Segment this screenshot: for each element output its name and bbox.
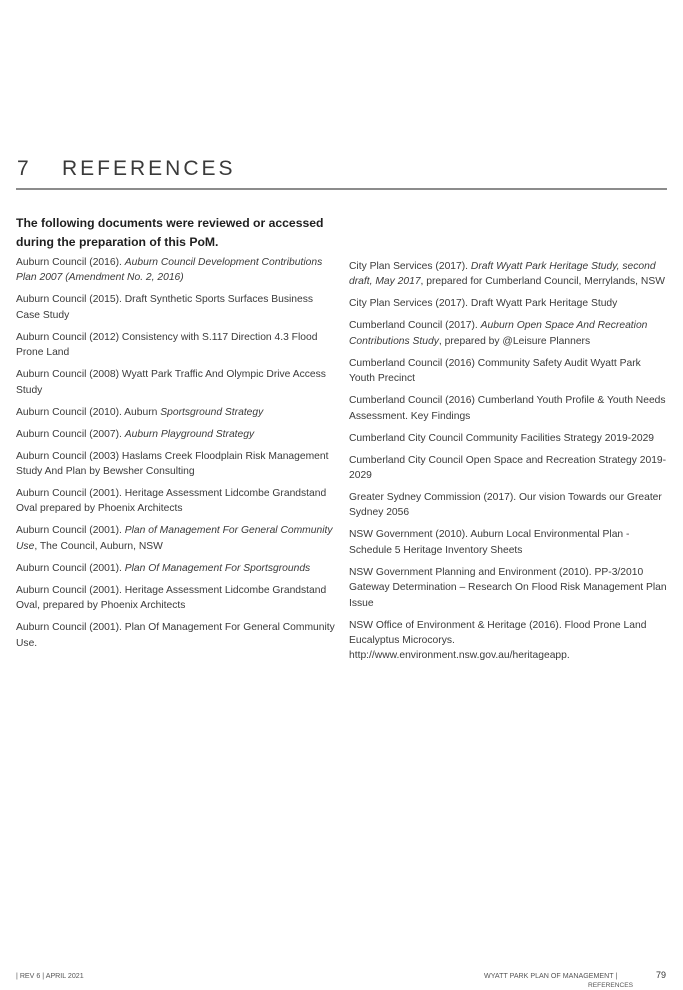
- reference-pre: NSW Office of Environment & Heritage (2016). Flood Prone Land Eucalyptus Microcorys. http://www.environment.nsw.gov.au/heritageapp.: [349, 619, 647, 662]
- reference-item: [16, 292, 336, 323]
- reference-pre: City Plan Services (2017).: [349, 261, 471, 272]
- reference-item: [349, 527, 669, 558]
- reference-item: [16, 561, 336, 576]
- reference-item: [16, 583, 336, 614]
- reference-em: Auburn Council Development Contributions Plan 2007 (Amendment No. 2, 2016): [16, 257, 323, 284]
- reference-em: Plan Of Management For Sportsgrounds: [124, 562, 311, 574]
- reference-pre: Auburn Council (2015). Draft Synthetic Sports Surfaces Business Case Study: [16, 294, 314, 321]
- reference-item: [349, 431, 669, 446]
- reference-post: , The Council, Auburn, NSW: [34, 540, 163, 552]
- reference-pre: NSW Government (2010). Auburn Local Environmental Plan - Schedule 5 Heritage Inventory Sheets: [349, 529, 630, 556]
- reference-item: [349, 296, 669, 311]
- reference-pre: City Plan Services (2017). Draft Wyatt Park Heritage Study: [349, 298, 618, 310]
- reference-item: [349, 318, 669, 349]
- reference-pre: Auburn Council (2008) Wyatt Park Traffic And Olympic Drive Access Study: [16, 369, 326, 396]
- reference-item: [349, 565, 669, 611]
- reference-pre: Greater Sydney Commission (2017). Our vision Towards our Greater Sydney 2056: [349, 492, 662, 519]
- reference-item: [16, 405, 336, 420]
- reference-pre: Auburn Council (2007).: [16, 428, 125, 440]
- reference-item: [16, 330, 336, 361]
- page-number: 79: [656, 970, 667, 980]
- reference-pre: NSW Government Planning and Environment (2010). PP-3/2010 Gateway Determination – Research On Flood Risk Management Plan Issue: [349, 566, 667, 609]
- reference-item: [349, 393, 669, 424]
- reference-post: , prepared for Cumberland Council, Merrylands, NSW: [420, 276, 665, 288]
- reference-item: [16, 255, 336, 286]
- footer-document-title: WYATT PARK PLAN OF MANAGEMENT |: [484, 972, 618, 980]
- reference-pre: Auburn Council (2003) Haslams Creek Floodplain Risk Management Study And Plan by Bewsher Consulting: [16, 450, 329, 478]
- reference-item: [16, 486, 336, 517]
- reference-item: [16, 367, 336, 398]
- reference-pre: Cumberland City Council Community Facilities Strategy 2019-2029: [349, 432, 655, 444]
- reference-post: , prepared by @Leisure Planners: [438, 335, 591, 347]
- footer-revision: | REV 6 | APRIL 2021: [16, 972, 84, 980]
- footer-section: REFERENCES: [588, 982, 634, 989]
- reference-item: [349, 356, 669, 387]
- reference-em: Auburn Open Space And Recreation Contributions Study: [349, 320, 648, 347]
- reference-em: Plan of Management For General Community Use: [16, 525, 333, 552]
- reference-item: [349, 259, 669, 290]
- reference-item: [16, 449, 336, 480]
- reference-pre: Auburn Council (2001). Plan Of Management For General Community Use.: [16, 622, 335, 649]
- section-title: REFERENCES: [62, 157, 236, 180]
- reference-pre: Cumberland Council (2017).: [349, 320, 481, 332]
- reference-pre: Cumberland Council (2016) Community Safety Audit Wyatt Park Youth Precinct: [349, 357, 641, 385]
- reference-item: [349, 453, 669, 484]
- reference-em: Sportsground Strategy: [160, 406, 264, 418]
- section-number: 7: [17, 157, 32, 180]
- reference-pre: Auburn Council (2001). Heritage Assessment Lidcombe Grandstand Oval, prepared by Phoenix Architects: [16, 584, 327, 612]
- section-heading: [16, 157, 667, 190]
- reference-pre: Auburn Council (2001). Heritage Assessment Lidcombe Grandstand Oval prepared by Phoenix Architects: [16, 488, 327, 515]
- reference-item: [16, 427, 336, 442]
- reference-pre: Auburn Council (2012) Consistency with S.117 Direction 4.3 Flood Prone Land: [16, 331, 318, 359]
- reference-pre: Cumberland City Council Open Space and Recreation Strategy 2019-2029: [349, 454, 667, 482]
- reference-pre: Auburn Council (2001).: [16, 525, 125, 537]
- reference-pre: Cumberland Council (2016) Cumberland Youth Profile & Youth Needs Assessment. Key Findings: [349, 395, 666, 422]
- intro-text: The following documents were reviewed or accessed during the preparation of this PoM.: [16, 216, 324, 249]
- reference-em: Auburn Playground Strategy: [124, 428, 255, 440]
- references-right-column: [349, 259, 669, 670]
- reference-item: [16, 523, 336, 554]
- references-left-column: [16, 255, 336, 658]
- reference-em: Draft Wyatt Park Heritage Study, second draft, May 2017: [349, 261, 656, 288]
- reference-pre: Auburn Council (2001).: [16, 562, 125, 574]
- reference-item: [349, 618, 669, 664]
- reference-item: [16, 620, 336, 651]
- reference-pre: Auburn Council (2010). Auburn: [16, 406, 161, 418]
- reference-item: [349, 490, 669, 521]
- reference-pre: Auburn Council (2016).: [16, 257, 125, 268]
